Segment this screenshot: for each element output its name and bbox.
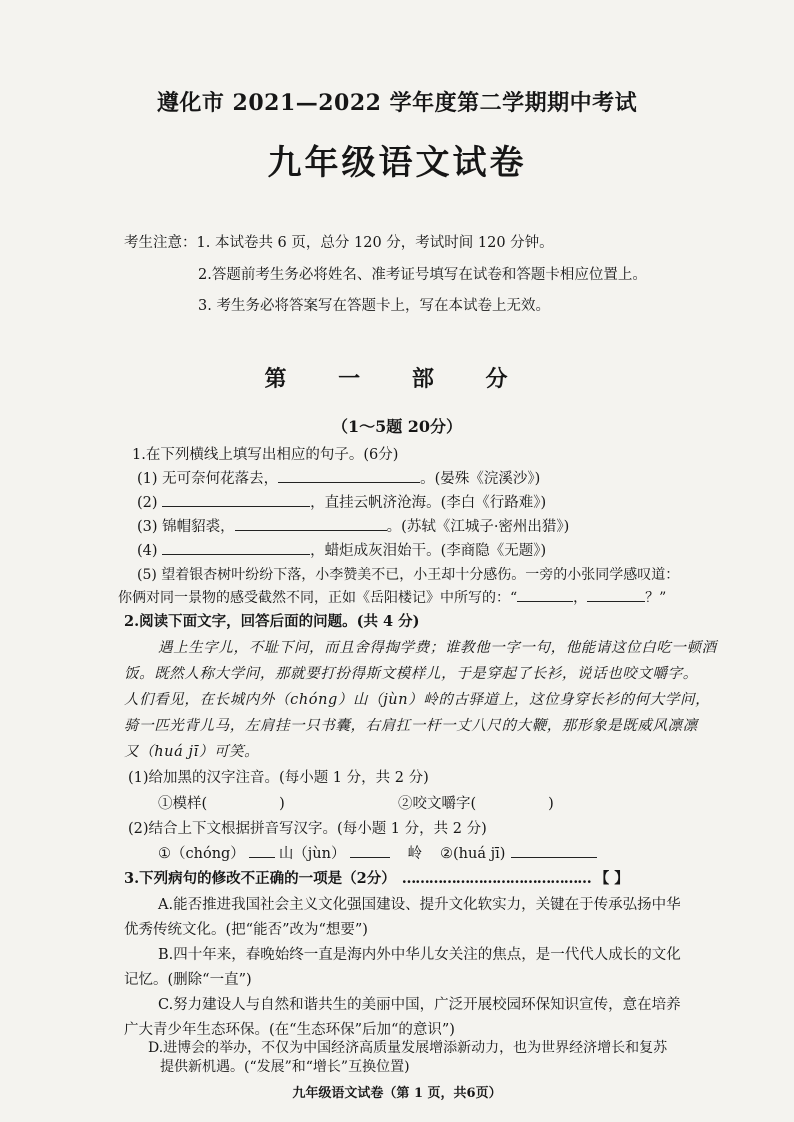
hanzi-items: ①（chóng） 山（jùn） 岭 ②(huá jī) bbox=[158, 842, 597, 863]
question-2-sub2: (2)结合上下文根据拼音写汉字。(每小题 1 分，共 2 分) bbox=[128, 821, 487, 837]
notice-label: 考生注意： bbox=[124, 235, 197, 251]
answer-blank[interactable] bbox=[249, 843, 275, 858]
notice-item: 2.答题前考生务必将姓名、准考证号填写在试卷和答题卡相应位置上。 bbox=[198, 267, 647, 283]
answer-blank[interactable] bbox=[162, 540, 310, 555]
answer-blank[interactable] bbox=[511, 843, 597, 858]
passage-line: 人们看见，在长城内外（chóng）山（jùn）岭的古驿道上，这位身穿长衫的何大学问， bbox=[124, 692, 711, 708]
exam-subject-title: 九年级语文试卷 bbox=[267, 143, 527, 183]
option-c: C.努力建设人与自然和谐共生的美丽中国，广泛开展校园环保知识宣传，意在培养 bbox=[158, 997, 681, 1013]
section-title: 第 一 部 分 bbox=[264, 366, 530, 392]
answer-blank[interactable] bbox=[162, 492, 310, 507]
answer-blank[interactable] bbox=[517, 587, 573, 602]
section-range: （1～5题 20分） bbox=[331, 417, 463, 436]
question-1-item: (2) ，直挂云帆济沧海。(李白《行路难》) bbox=[137, 491, 546, 512]
answer-blank[interactable] bbox=[587, 587, 645, 602]
option-a-cont: 优秀传统文化。(把“能否”改为“想要”) bbox=[124, 922, 368, 938]
answer-bracket[interactable]: 【 】 bbox=[594, 870, 629, 887]
exam-title: 遵化市 2021—2022 学年度第二学期期中考试 bbox=[156, 90, 638, 116]
option-b-cont: 记忆。(删除“一直”) bbox=[124, 972, 252, 988]
question-2-stem: 2.阅读下面文字，回答后面的问题。(共 4 分) bbox=[124, 613, 420, 630]
question-3-stem: 3.下列病句的修改不正确的一项是（2分） …………………………………… 【 】 bbox=[124, 870, 629, 887]
pinyin-item-1: ①模样( ) bbox=[158, 796, 285, 812]
question-1-item-5: (5) 望着银杏树叶纷纷下落，小李赞美不已，小王却十分感伤。一旁的小张同学感叹道： bbox=[137, 567, 680, 583]
option-b: B.四十年来，春晚始终一直是海内外中华儿女关注的焦点，是一代代人成长的文化 bbox=[158, 947, 681, 963]
answer-blank[interactable] bbox=[350, 843, 390, 858]
question-1-item-5-cont: 你俩对同一景物的感受截然不同，正如《岳阳楼记》中所写的：“ ， ？” bbox=[118, 587, 666, 607]
notice-item: 3. 考生务必将答案写在答题卡上，写在本试卷上无效。 bbox=[198, 298, 550, 314]
passage-line: 骑一匹光背儿马，左肩挂一只书囊，右肩扛一杆一丈八尺的大鞭，那形象是既威风凛凛 bbox=[124, 718, 698, 734]
answer-blank[interactable] bbox=[235, 516, 387, 531]
option-c-cont: 广大青少年生态环保。(在“生态环保”后加“的意识”) bbox=[124, 1022, 455, 1038]
passage-line: 又（huá jī）可笑。 bbox=[124, 744, 260, 760]
answer-blank[interactable] bbox=[278, 468, 420, 483]
option-a: A.能否推进我国社会主义文化强国建设、提升文化软实力，关键在于传承弘扬中华 bbox=[158, 897, 681, 913]
option-d: D.进博会的举办，不仅为中国经济高质量发展增添新动力，也为世界经济增长和复苏 bbox=[148, 1040, 668, 1056]
pinyin-item-2: ②咬文嚼字( ) bbox=[398, 796, 554, 812]
passage-line: 遇上生字儿，不耻下问，而且舍得掏学费；谁教他一字一句，他能请这位白吃一顿酒 bbox=[158, 640, 717, 656]
question-1-item: (3) 锦帽貂裘， 。(苏轼《江城子·密州出猎》) bbox=[137, 515, 569, 536]
page-footer: 九年级语文试卷（第 1 页，共6页） bbox=[292, 1086, 502, 1101]
notice-item: 1. 本试卷共 6 页，总分 120 分，考试时间 120 分钟。 bbox=[196, 235, 554, 251]
question-2-sub1: (1)给加黑的汉字注音。(每小题 1 分，共 2 分) bbox=[128, 770, 429, 786]
passage-line: 饭。既然人称大学问，那就要打扮得斯文模样儿，于是穿起了长衫，说话也咬文嚼字。 bbox=[124, 666, 698, 682]
question-1-stem: 1.在下列横线上填写出相应的句子。(6分) bbox=[132, 447, 399, 463]
option-d-cont: 提供新机遇。(“发展”和“增长”互换位置) bbox=[160, 1059, 410, 1075]
question-1-item: (4) ，蜡炬成灰泪始干。(李商隐《无题》) bbox=[137, 539, 546, 560]
question-1-item: (1) 无可奈何花落去， 。(晏殊《浣溪沙》) bbox=[137, 467, 540, 488]
notice-line-1 bbox=[124, 231, 554, 252]
